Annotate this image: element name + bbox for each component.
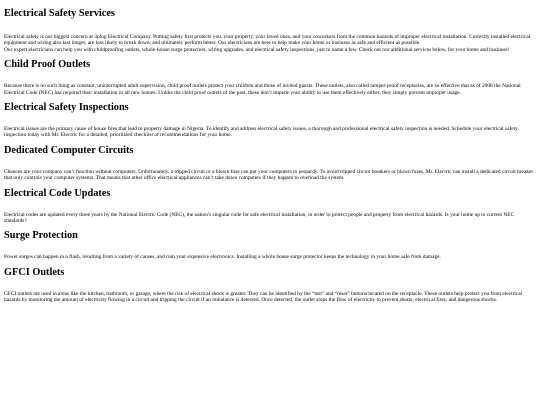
section-heading: Dedicated Computer Circuits [4, 144, 134, 156]
section-body: Because there is no such thing as constant, uninterrupted adult supervision, child proof outlets protect your children and those of invited guests. These outlets, also called tamper-proof receptacles, are so effective that as of 2008 the National Electrical Code (NEC) has required their installation in all new homes. Unlike the child proof outlets of the past, these don’t impede your ability to use them effectively either, they simply prevent improper usage. [4, 83, 521, 96]
section-electrical-safety-inspections [4, 102, 536, 139]
section-body: Power surges can happen in a flash, resulting from a variety of causes, and ruin your expensive electronics. Installing a whole house surge protector keeps the technology in your home safe from damage. [4, 254, 441, 261]
section-electrical-code-updates [4, 188, 536, 225]
section-body: Electrical codes are updated every three years by the National Electric Code (NEC), the nation's singular code for safe electrical installation, in order to protect people and property from electrical hazards. Is your home up to current NEC standards? [4, 211, 515, 225]
section-body: Chances are your company can’t function without computers. Unfortunately, a tripped circuit or a blown fuse can put your computers in jeopardy. To avoid tripped circuit breakers or blown fuses, Mr. Electric can install a dedicated circuit breaker that only controls your computer systems. That means that other office electrical appliances can’t take down computers if they happen to overload the system. [4, 168, 534, 182]
section-heading: Child Proof Outlets [4, 59, 91, 71]
section-surge-protection [4, 230, 536, 260]
section-body: Electrical issues are the primary cause of house fires that lead to property damage in Nigeria. To identify and address electrical safety issues, a thorough and professional electrical safety inspection is needed. Schedule your electrical safety inspection today with Mr. Electric for a detailed, prioritized checklist of recommendations for your home. [4, 126, 518, 139]
section-heading: GFCI Outlets [4, 266, 65, 278]
section-heading: Electrical Safety Inspections [4, 102, 129, 114]
section-dedicated-computer-circuits [4, 145, 536, 182]
section-body: GFCI outlets are used in areas like the kitchen, bathroom, or garage, where the risk of electrical shock is greater. They can be identified by the “test” and “reset” buttons located on the receptacle. These outlets help protect you from electrical hazards by monitoring the amount of electricity flowing in a circuit and tripping the circuit if an imbalance is detected. Once detected, the outlet stops the flow of electricity to prevent shorts, electrical fires, and dangerous shocks. [4, 290, 523, 304]
section-child-proof-outlets [4, 59, 536, 96]
intro-text-1: Electrical safety is our biggest concern at 3plug Electrical Company. Putting safety first protects you, your property, your loved ones, and your coworkers from the common hazards of improper electrical installation. Correctly installed electrical equipment and wiring also last longer, are less likely to break down, and ultimately perform better. Our electricians are here to help make your home or business as safe and efficient as possible. [4, 34, 531, 47]
section-heading: Surge Protection [4, 230, 78, 242]
page-title: Electrical Safety Services [4, 8, 115, 19]
section-gfci-outlets [4, 267, 536, 304]
intro-text-2: Our expert electricians can help you with childproofing outlets, whole-house surge protectors, wiring upgrades, and electrical safety inspections, just to name a few. Check out our additional services below, for your home and business! [4, 46, 510, 53]
intro-paragraph [4, 34, 536, 53]
section-heading: Electrical Code Updates [4, 187, 111, 199]
